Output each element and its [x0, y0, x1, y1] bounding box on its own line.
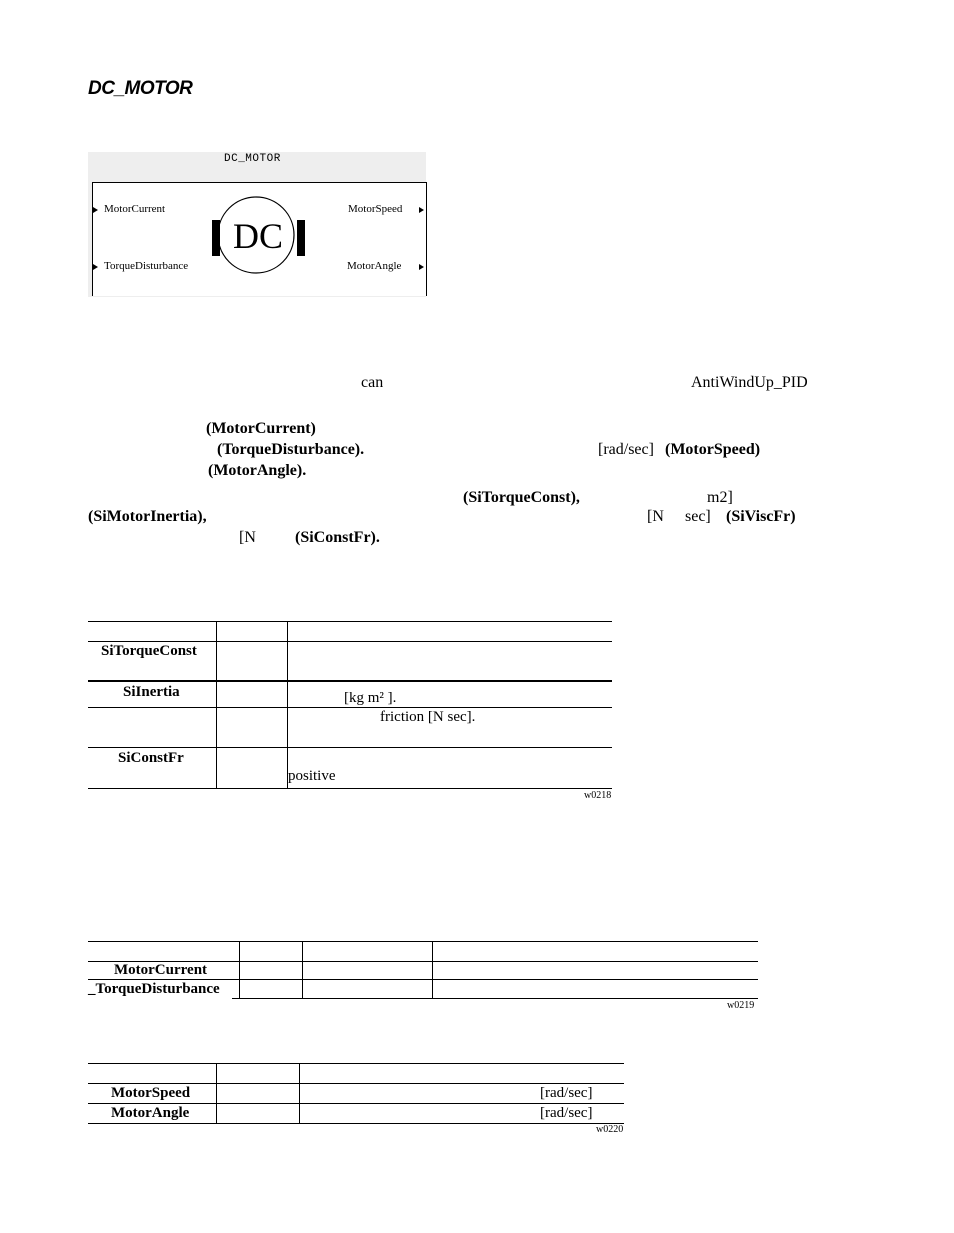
table-cell: [rad/sec]	[540, 1085, 593, 1101]
text-fragment: (SiTorqueConst),	[463, 489, 580, 506]
text-fragment: [N	[239, 529, 256, 546]
section-heading: DC_MOTOR	[88, 78, 193, 99]
text-fragment: (MotorCurrent)	[206, 420, 316, 437]
text-fragment: (SiConstFr).	[295, 529, 380, 546]
figure-tag: w0218	[584, 790, 612, 801]
figure-tag: w0220	[596, 1124, 624, 1135]
input-arrow-icon	[93, 207, 98, 213]
port-motor-current: MotorCurrent	[104, 203, 166, 215]
dc-symbol-text: DC	[232, 216, 284, 256]
table-cell: positive	[288, 768, 336, 784]
dc-motor-icon	[88, 152, 426, 297]
figure-tag: w0219	[727, 1000, 755, 1011]
table-row: SiInertia	[123, 684, 180, 700]
table-cell: [rad/sec]	[540, 1105, 593, 1121]
text-fragment: (SiViscFr)	[726, 508, 796, 525]
text-fragment: AntiWindUp_PID	[691, 374, 808, 391]
text-fragment: m2]	[707, 489, 733, 506]
block-diagram	[88, 152, 426, 297]
input-arrow-icon	[93, 264, 98, 270]
output-arrow-icon	[419, 264, 424, 270]
table-cell: friction [N sec].	[380, 709, 476, 725]
text-fragment: (TorqueDisturbance).	[217, 441, 365, 458]
text-fragment: (MotorSpeed)	[665, 441, 761, 458]
port-motor-speed: MotorSpeed	[348, 203, 403, 215]
table-row: _TorqueDisturbance	[88, 981, 220, 997]
table-row: SiTorqueConst	[101, 643, 197, 659]
text-fragment: (SiMotorInertia),	[88, 508, 207, 525]
text-fragment: can	[361, 374, 384, 391]
text-fragment: [N	[647, 508, 664, 525]
text-fragment: sec]	[685, 508, 711, 525]
table-row: MotorCurrent	[114, 962, 208, 978]
output-arrow-icon	[419, 207, 424, 213]
table-cell: [kg m² ].	[344, 690, 397, 706]
table-row: MotorSpeed	[111, 1085, 191, 1101]
text-fragment: [rad/sec]	[598, 441, 654, 458]
block-title: DC_MOTOR	[224, 153, 281, 165]
table-row: MotorAngle	[111, 1105, 190, 1121]
port-motor-angle: MotorAngle	[347, 260, 402, 272]
table-row: SiConstFr	[118, 750, 184, 766]
text-fragment: (MotorAngle).	[208, 462, 307, 479]
port-torque-disturbance: TorqueDisturbance	[104, 260, 189, 272]
